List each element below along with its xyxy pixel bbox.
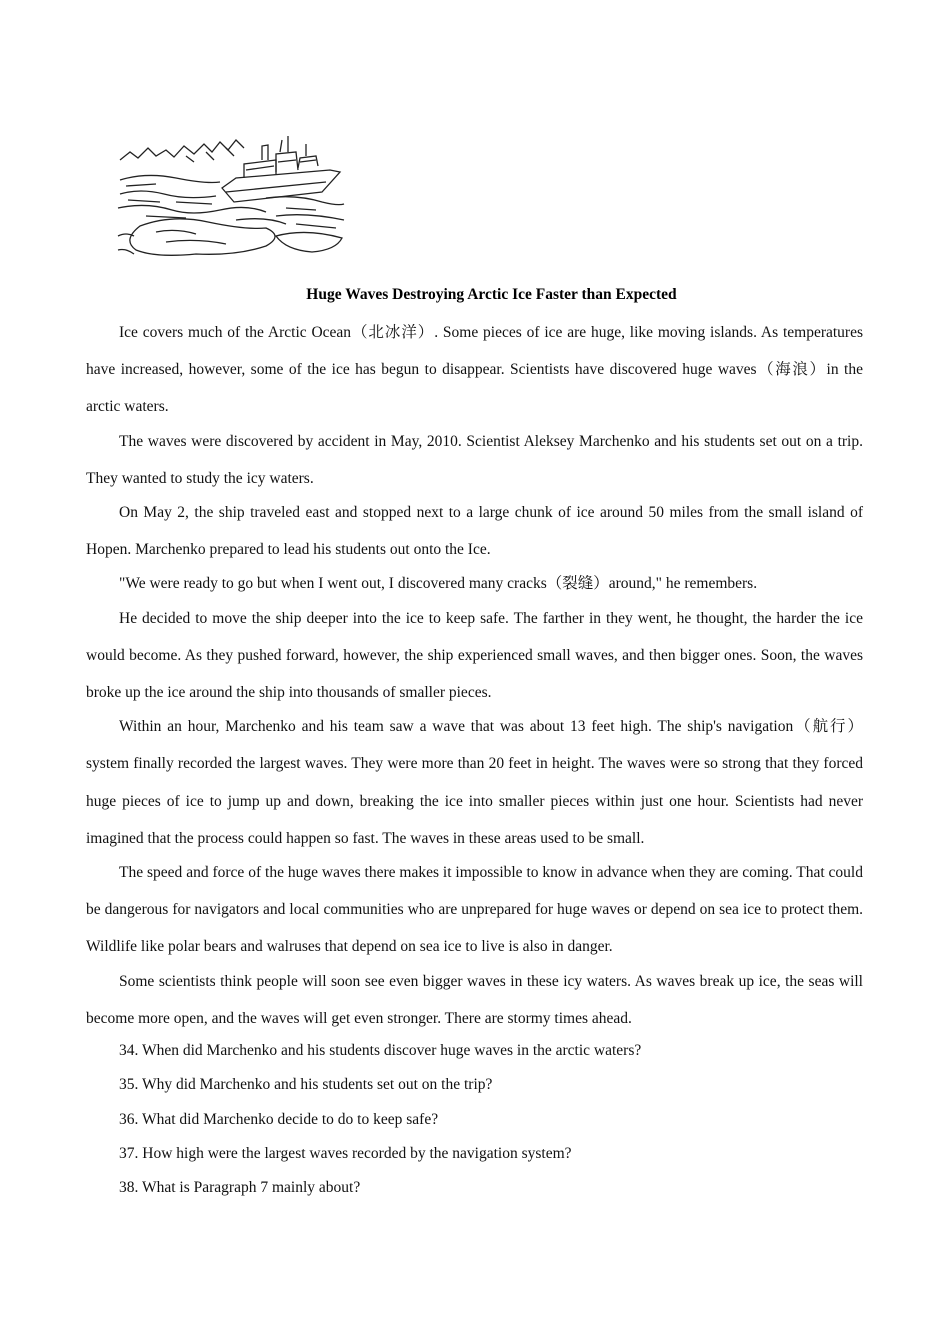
paragraph-2: The waves were discovered by accident in May, 2010. Scientist Aleksey Marchenko and his students set out on a trip. They wanted to study the icy waters. <box>86 432 863 487</box>
question-list <box>86 1034 863 1205</box>
question-37: 37. How high were the largest waves recorded by the navigation system? <box>119 1144 572 1162</box>
icebreaker-ship-illustration <box>116 132 346 264</box>
paragraph-5: He decided to move the ship deeper into the ice to keep safe. The farther in they went, he thought, the harder the ice would become. As they pushed forward, however, the ship experienced small waves, and then bigger ones. Soon, the waves broke up the ice around the ship into thousands of smaller pieces. <box>86 609 863 702</box>
question-34: 34. When did Marchenko and his students discover huge waves in the arctic waters? <box>119 1042 642 1060</box>
question-38: 38. What is Paragraph 7 mainly about? <box>119 1179 361 1197</box>
paragraph-1: Ice covers much of the Arctic Ocean（北冰洋）. Some pieces of ice are huge, like moving islands. As temperatures have increased, however, some of the ice has begun to disappear. Scientists have discovered huge waves（海浪）in the arctic waters. <box>86 324 863 416</box>
paragraph-4: "We were ready to go but when I went out, I discovered many cracks（裂缝）around," he remembers. <box>119 575 758 593</box>
paragraph-7: The speed and force of the huge waves there makes it impossible to know in advance when they are coming. That could be dangerous for navigators and local communities who are unprepared for huge waves or depend on sea ice to protect them. Wildlife like polar bears and walruses that depend on sea ice to live is also in danger. <box>86 864 863 956</box>
paragraph-3: On May 2, the ship traveled east and stopped next to a large chunk of ice around 50 miles from the small island of Hopen. Marchenko prepared to lead his students out onto the Ice. <box>86 504 863 559</box>
question-35: 35. Why did Marchenko and his students set out on the trip? <box>119 1076 493 1094</box>
question-36: 36. What did Marchenko decide to do to keep safe? <box>119 1110 439 1128</box>
article-title: Huge Waves Destroying Arctic Ice Faster than Expected <box>306 286 677 303</box>
paragraph-8: Some scientists think people will soon see even bigger waves in these icy waters. As waves break up ice, the seas will become more open, and the waves will get even stronger. There are stormy times ahead. <box>86 972 863 1027</box>
article-body <box>86 314 863 1206</box>
paragraph-6: Within an hour, Marchenko and his team saw a wave that was about 13 feet high. The ship's navigation（航行）system finally recorded the largest waves. They were more than 20 feet in height. The waves were so strong that they forced huge pieces of ice to jump up and down, breaking the ice into smaller pieces within just one hour. Scientists had never imagined that the process could happen so fast. The waves in these areas used to be small. <box>86 718 863 847</box>
